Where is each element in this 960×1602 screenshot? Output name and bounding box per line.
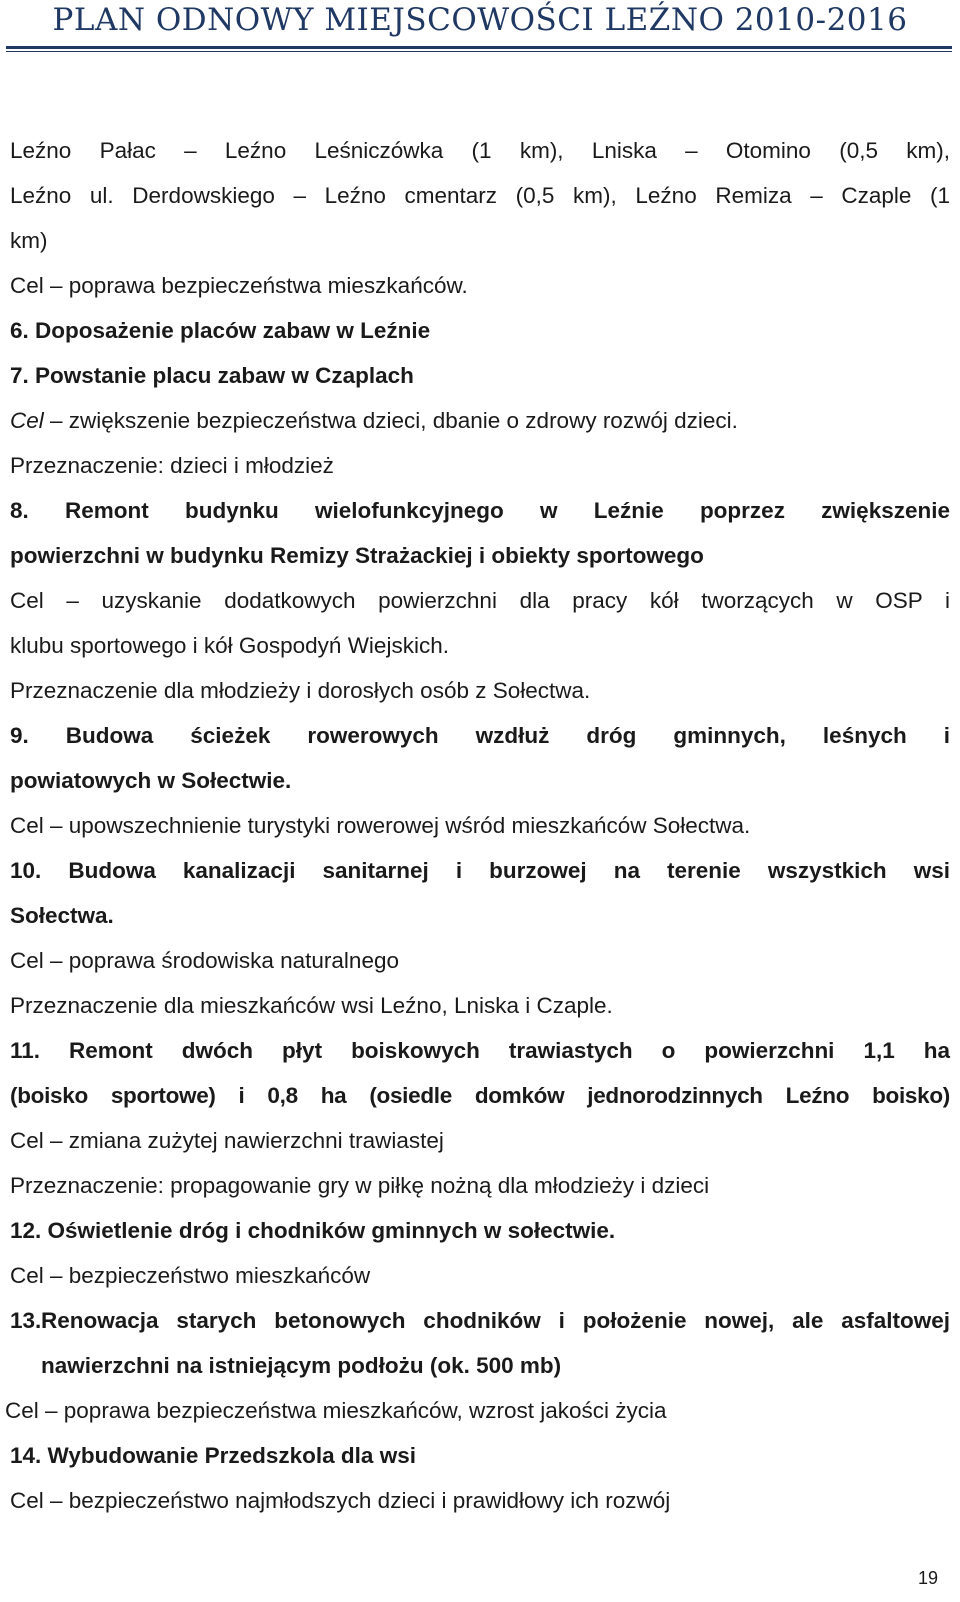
item-heading-11-cont: (boisko sportowe) i 0,8 ha (osiedle domków jednorodzinnych Leźno boisko) [10,1083,950,1108]
item-heading-9: 9. Budowa ścieżek rowerowych wzdłuż dróg gminnych, leśnych i [10,723,950,748]
header-rule-thin [6,51,952,52]
text-line: Leźno Pałac – Leźno Leśniczówka (1 km), Lniska – Otomino (0,5 km), [10,138,950,163]
header-rule [6,46,952,49]
item-13 [10,1298,950,1388]
item-heading-10: 10. Budowa kanalizacji sanitarnej i burzowej na terenie wszystkich wsi [10,858,950,883]
page-number: 19 [917,1568,938,1588]
item-number: 13. [10,1308,42,1333]
item-heading-11: 11. Remont dwóch płyt boiskowych trawiastych o powierzchni 1,1 ha [10,1038,950,1063]
goal-line: – zwiększenie bezpieczeństwa dzieci, dbanie o zdrowy rozwój dzieci. [50,408,738,433]
item-heading-7: 7. Powstanie placu zabaw w Czaplach [10,363,414,388]
goal-label-italic: Cel [10,408,44,433]
purpose-line: Przeznaczenie dla mieszkańców wsi Leźno, Lniska i Czaple. [10,993,613,1018]
item-heading-9-cont: powiatowych w Sołectwie. [10,768,292,793]
goal-line: Cel – bezpieczeństwo mieszkańców [10,1263,371,1288]
goal-line: Cel – zmiana zużytej nawierzchni trawiastej [10,1128,444,1153]
goal-line: Cel – upowszechnienie turystyki rowerowej wśród mieszkańców Sołectwa. [10,813,751,838]
text-line: Leźno ul. Derdowskiego – Leźno cmentarz (0,5 km), Leźno Remiza – Czaple (1 [10,183,950,208]
item-heading-10-cont: Sołectwa. [10,903,114,928]
item-heading-14: 14. Wybudowanie Przedszkola dla wsi [10,1443,416,1468]
item-heading-8-cont: powierzchni w budynku Remizy Strażackiej i obiekty sportowego [10,543,704,568]
goal-line: Cel – poprawa bezpieczeństwa mieszkańców. [10,273,468,298]
goal-line: Cel – uzyskanie dodatkowych powierzchni dla pracy kół tworzących w OSP i [10,588,950,613]
item-heading-12: 12. Oświetlenie dróg i chodników gminnych w sołectwie. [10,1218,616,1243]
purpose-line: Przeznaczenie dla młodzieży i dorosłych osób z Sołectwa. [10,678,591,703]
goal-line: Cel – poprawa środowiska naturalnego [10,948,399,973]
purpose-line: Przeznaczenie: dzieci i młodzież [10,453,334,478]
purpose-line: Przeznaczenie: propagowanie gry w piłkę nożną dla młodzieży i dzieci [10,1173,710,1198]
item-heading-8: 8. Remont budynku wielofunkcyjnego w Leźnie poprzez zwiększenie [10,498,950,523]
item-heading-6: 6. Doposażenie placów zabaw w Leźnie [10,318,431,343]
page-header-title: PLAN ODNOWY MIEJSCOWOŚCI LEŹNO 2010-2016 [52,2,908,38]
goal-line-cont: klubu sportowego i kół Gospodyń Wiejskich. [10,633,449,658]
document-body [5,128,950,1523]
goal-line: Cel – poprawa bezpieczeństwa mieszkańców, wzrost jakości życia [5,1398,667,1423]
goal-line: Cel – bezpieczeństwo najmłodszych dzieci i prawidłowy ich rozwój [10,1488,671,1513]
item-heading-13: Renowacja starych betonowych chodników i położenie nowej, ale asfaltowej nawierzchni na istniejącym podłożu (ok. 500 mb) [41,1308,950,1378]
text-line: km) [10,228,48,253]
